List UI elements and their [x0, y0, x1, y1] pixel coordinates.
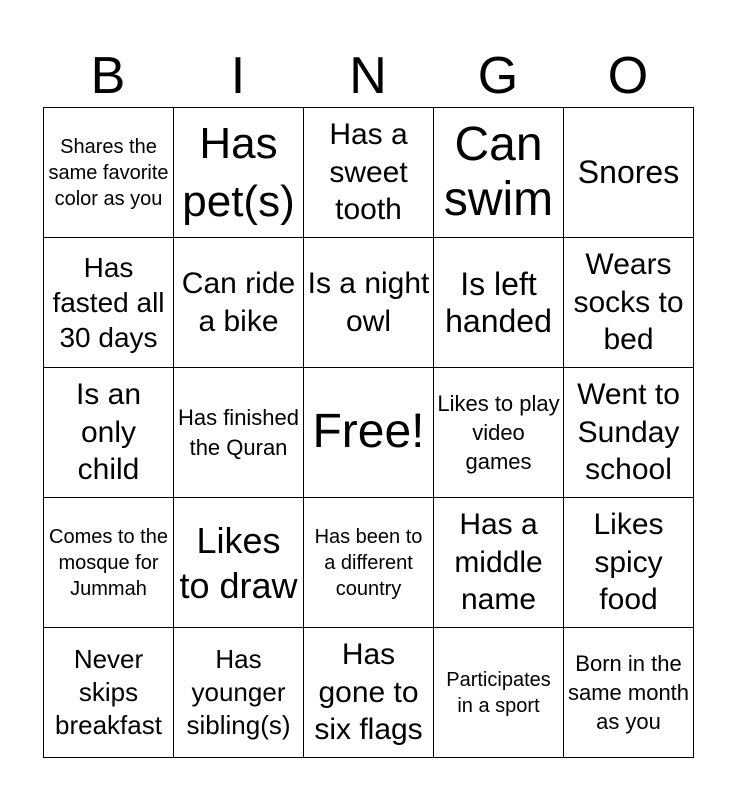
bingo-cell[interactable]: Has fasted all 30 days — [44, 238, 174, 368]
bingo-cell[interactable]: Has gone to six flags — [304, 628, 434, 758]
bingo-cell[interactable]: Likes spicy food — [564, 498, 694, 628]
header-letter-g: G — [477, 47, 519, 105]
bingo-header — [43, 44, 693, 108]
bingo-cell[interactable]: Participates in a sport — [434, 628, 564, 758]
header-letter-o: O — [607, 47, 649, 105]
board-row — [44, 238, 694, 368]
header-letter-b: B — [90, 47, 126, 105]
bingo-cell[interactable]: Shares the same favorite color as you — [44, 108, 174, 238]
header-letter-i: I — [230, 47, 246, 105]
bingo-cell[interactable]: Has a sweet tooth — [304, 108, 434, 238]
bingo-cell[interactable]: Went to Sunday school — [564, 368, 694, 498]
bingo-cell[interactable]: Comes to the mosque for Jummah — [44, 498, 174, 628]
bingo-cell[interactable]: Likes to draw — [174, 498, 304, 628]
board-row — [44, 498, 694, 628]
board-row — [44, 108, 694, 238]
bingo-cell[interactable]: Is a night owl — [304, 238, 434, 368]
bingo-cell[interactable]: Has been to a different country — [304, 498, 434, 628]
bingo-cell[interactable]: Likes to play video games — [434, 368, 564, 498]
bingo-cell[interactable]: Can ride a bike — [174, 238, 304, 368]
header-letter-n: N — [349, 47, 387, 105]
bingo-cell[interactable]: Snores — [564, 108, 694, 238]
bingo-cell[interactable]: Has younger sibling(s) — [174, 628, 304, 758]
bingo-cell[interactable]: Can swim — [434, 108, 564, 238]
bingo-cell[interactable]: Has finished the Quran — [174, 368, 304, 498]
bingo-cell[interactable]: Is left handed — [434, 238, 564, 368]
bingo-cell[interactable]: Is an only child — [44, 368, 174, 498]
board-row — [44, 368, 694, 498]
bingo-cell[interactable]: Never skips breakfast — [44, 628, 174, 758]
bingo-cell[interactable]: Wears socks to bed — [564, 238, 694, 368]
bingo-cell[interactable]: Born in the same month as you — [564, 628, 694, 758]
bingo-cell[interactable]: Has pet(s) — [174, 108, 304, 238]
bingo-cell[interactable]: Has a middle name — [434, 498, 564, 628]
free-space-cell[interactable]: Free! — [304, 368, 434, 498]
board-row — [44, 628, 694, 758]
bingo-board — [43, 107, 694, 758]
